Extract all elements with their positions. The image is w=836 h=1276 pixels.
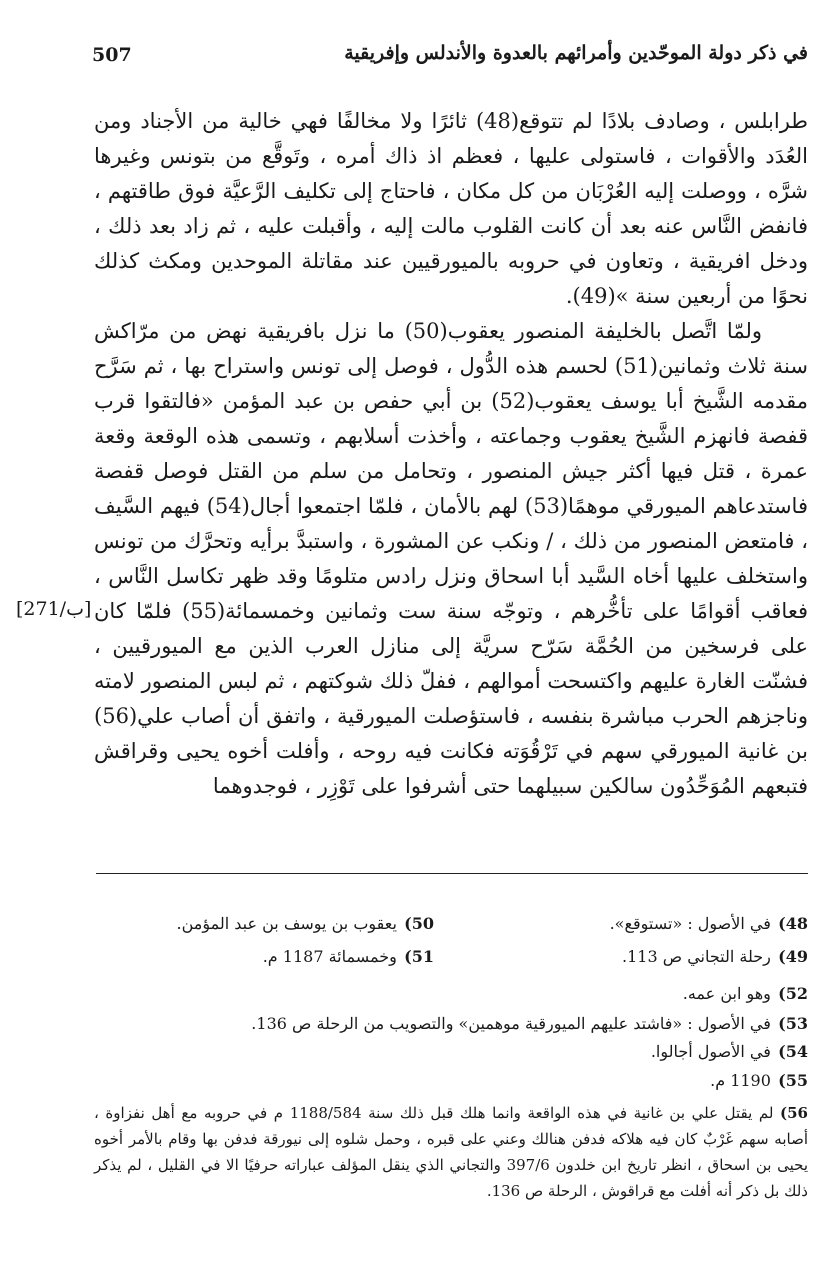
footnote-rule [96,873,808,874]
footnote [683,984,808,1003]
footnote [622,947,808,966]
footnote-number: 49) [778,947,808,966]
footnote-number: 52) [778,984,808,1003]
footnote-number: 54) [778,1042,808,1061]
footnote [176,914,434,933]
running-title: في ذكر دولة الموحّدين وأمرائهم بالعدوة والأندلس وإفريقية [344,42,808,64]
footnote-text: وخمسمائة 1187 م. [262,947,397,966]
footnote [651,1042,808,1061]
footnote-text: يعقوب بن يوسف بن عبد المؤمن. [176,914,397,933]
footnote [610,914,808,933]
footnote-text: 1190 م. [710,1071,771,1090]
footnote-text: في الأصول أجالوا. [650,1042,771,1061]
main-text [94,104,808,804]
footnote [263,947,434,966]
footnote-number: 53) [778,1014,808,1033]
footnote-text: لم يقتل علي بن غانية في هذه الواقعة وانما هلك قبل ذلك سنة 1188/584 م في حروبه مع أهل نفزاوة ، أصابه سهم غَرْبٌ كان فيه هلاكه فدفن هنالك وعني على قبره ، وحمل شلوه إلى نيورقة فدفن بها وقام بالأمر أخوه يحيى بن اسحاق ، انظر تاريخ ابن خلدون 397/6 والتجاني الذي ينقل المؤلف عباراته حرفيًا الا في القليل ، لم يذكر ذلك بل ذكر أنه أفلت مع قراقوش ، الرحلة ص 136. [94,1104,808,1200]
footnote-number: 51) [404,947,434,966]
footnote-text: رحلة التجاني ص 113. [622,947,771,966]
paragraph: طرابلس ، وصادف بلادًا لم تتوقع(48) ثائرًا ولا مخالفًا فهي خالية من الأجناد ومن العُدَد والأقوات ، فاستولى عليها ، فعظم اذ ذاك أمره ، وتَوقَّع من بتونس وغيرها شرَّه ، ووصلت إليه العُرْبَان من كل مكان ، فاحتاج إلى تكليف الرَّعيَّة فوق طاقتهم ، فانفض النَّاس عنه بعد أن كانت القلوب مالت إليه ، وأقبلت عليه ، ثم زاد بعد ذلك ، ودخل افريقية ، وتعاون في حروبه بالميورقيين عند مقاتلة الموحدين ومكث كذلك نحوًا من أربعين سنة »(49). [94,109,809,308]
footnote-number: 55) [778,1071,808,1090]
footnote-text: في الأصول : «فاشتد عليهم الميورقية موهمين» والتصويب من الرحلة ص 136. [251,1014,771,1033]
page-number: 507 [92,44,132,66]
margin-folio-note: [271/ب] [16,598,92,620]
footnote-number: 56) [780,1104,808,1122]
footnote [251,1014,808,1033]
footnote-text: وهو ابن عمه. [682,984,771,1003]
footnote [710,1071,808,1090]
footnote [94,1100,808,1204]
footnote-number: 48) [778,914,808,933]
paragraph: ولمّا اتَّصل بالخليفة المنصور يعقوب(50) ما نزل بافريقية نهض من مرّاكش سنة ثلاث وثمانين(51) لحسم هذه الدُّول ، فوصل إلى تونس واستراح بها ، ثم سَرَّح مقدمه الشَّيخ أبا يوسف يعقوب(52) بن أبي حفص بن عبد المؤمن «فالتقوا قرب قفصة فانهزم الشَّيخ يعقوب وجماعته ، وأخذت أسلابهم ، وتسمى هذه الوقعة وقعة عمرة ، قتل فيها أكثر جيش المنصور ، وتحامل من سلم من القتل فوصل قفصة فاستدعاهم الميورقي موهمًا(53) لهم بالأمان ، فلمّا اجتمعوا أجال(54) فيهم السَّيف ، فامتعض المنصور من ذلك ، / ونكب عن المشورة ، واستبدَّ برأيه وتحرَّك من تونس واستخلف عليها أخاه السَّيد أبا اسحاق ونزل رادس متلومًا وقد ظهر تكاسل النَّاس ، فعاقب أقوامًا على تأخُّرهم ، وتوجّه سنة ست وثمانين وخمسمائة(55) فلمّا كان على فرسخين من الحُمَّة سَرّح سريَّة إلى منازل العرب الذين مع الميورقيين ، فشنّت الغارة عليهم واكتسحت أموالهم ، ففلّ ذلك شوكتهم ، ثم لبس المنصور لامته وناجزهم الحرب مباشرة بنفسه ، فاستؤصلت الميورقية ، واتفق أن أصاب علي(56) بن غانية الميورقي سهم في تَرْقُوَته فكانت فيه روحه ، وأفلت أخوه يحيى وقراقش فتبعهم المُوَحِّدُون سالكين سبيلهما حتى أشرفوا على تَوْزِر ، فوجدوهما [94,319,808,798]
footnote-number: 50) [404,914,434,933]
footnote-text: في الأصول : «تستوقع». [609,914,771,933]
